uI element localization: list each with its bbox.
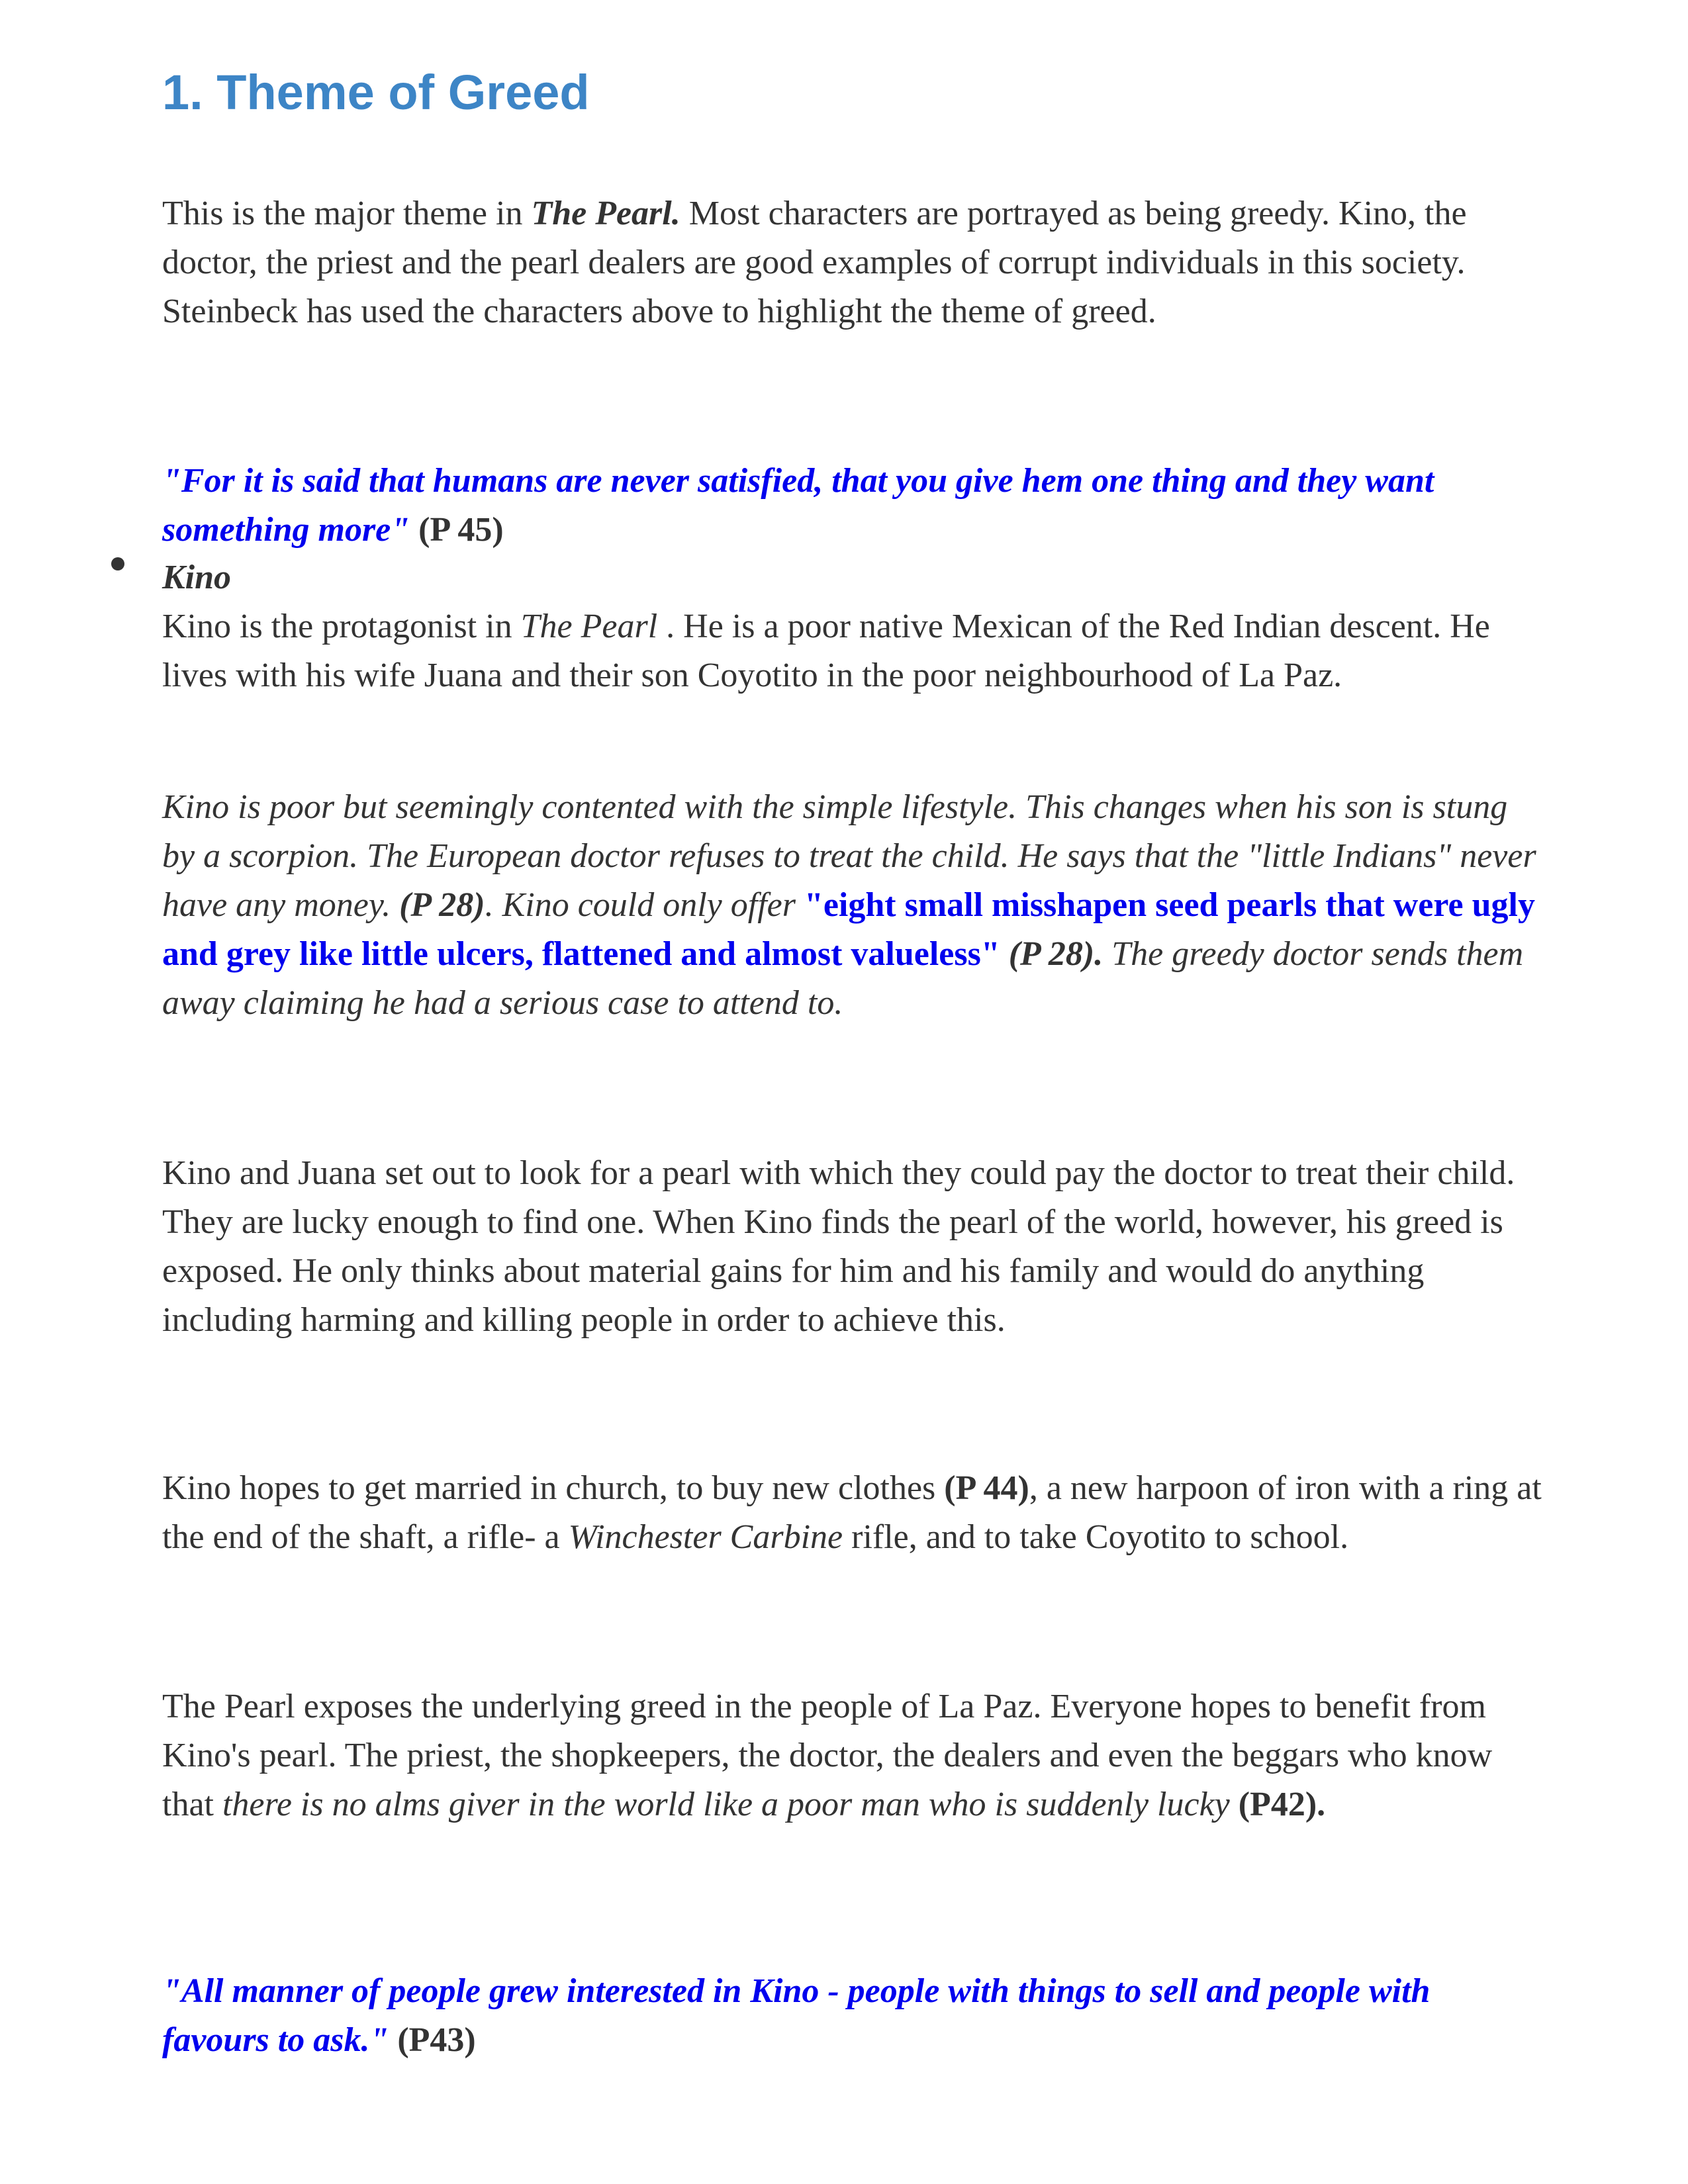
- quote-text: "All manner of people grew interested in Kino - people with things to sell and people with favours to ask.": [162, 1972, 1430, 2059]
- kino-text-1: Kino is the protagonist in: [162, 608, 521, 645]
- doctor-paragraph: [162, 783, 1546, 1028]
- quote-people-interested: [162, 1967, 1546, 2065]
- seed-pearls-quote: "eight small misshapen seed pearls that were ugly and grey like little ulcers, flattened and almost valueless": [162, 886, 1535, 973]
- doctor-text-2: . Kino could only offer: [485, 886, 804, 924]
- bullet-point: [111, 557, 124, 570]
- kino-text-2: . He is a poor native Mexican of the Red Indian descent. He lives with his wife Juana and their son Coyotito in the poor neighbourhood of La Paz.: [162, 608, 1490, 694]
- pearl-search-text: Kino and Juana set out to look for a pearl with which they could pay the doctor to treat their child. They are lucky enough to find one. When Kino finds the pearl of the world, however, his greed is exposed. He only thinks about material gains for him and his family and would do anything including harming and killing people in order to achieve this.: [162, 1154, 1515, 1339]
- page-reference-1: (P 28): [399, 886, 485, 924]
- page-reference: (P 44): [944, 1469, 1029, 1507]
- hopes-text-3: rifle, and to take Coyotito to school.: [843, 1518, 1349, 1556]
- quote-text: "For it is said that humans are never satisfied, that you give hem one thing and they want something more": [162, 462, 1434, 549]
- rifle-name: Winchester Carbine: [568, 1518, 843, 1556]
- quote-never-satisfied: [162, 457, 1546, 555]
- kino-section: [162, 553, 1546, 700]
- page-reference-2: (P 28).: [1000, 935, 1103, 973]
- la-paz-text: The Pearl exposes the underlying greed in the people of La Paz. Everyone hopes to benefit from Kino's pearl. The priest, the shopkeepers, the doctor, the dealers and even the beggars who know that: [162, 1688, 1493, 1823]
- kino-subheading: Kino: [162, 559, 232, 596]
- book-title-italic: The Pearl: [520, 608, 658, 645]
- page-reference: (P 45): [410, 511, 504, 549]
- doctor-text-3: The greedy doctor sends them away claiming he had a serious case to attend to.: [162, 935, 1524, 1022]
- section-heading: 1. Theme of Greed: [162, 65, 590, 120]
- hopes-text-1: Kino hopes to get married in church, to buy new clothes: [162, 1469, 945, 1507]
- intro-text-1: This is the major theme in: [162, 195, 532, 232]
- book-title: The Pearl.: [531, 195, 680, 232]
- pearl-search-paragraph: [162, 1149, 1546, 1345]
- page-reference: (P43): [389, 2021, 476, 2059]
- doctor-text-1: Kino is poor but seemingly contented with the simple lifestyle. This changes when his son is stung by a scorpion. The European doctor refuses to treat the child. He says that the "little Indians" never have any money.: [162, 788, 1536, 924]
- intro-text-2: Most characters are portrayed as being greedy. Kino, the doctor, the priest and the pearl dealers are good examples of corrupt individuals in this society. Steinbeck has used the characters above to highlight the theme of greed.: [162, 195, 1467, 330]
- alms-giver-quote: there is no alms giver in the world like a poor man who is suddenly lucky: [222, 1786, 1230, 1823]
- kino-hopes-paragraph: [162, 1464, 1546, 1562]
- intro-paragraph: [162, 189, 1546, 336]
- page-reference: (P42).: [1229, 1786, 1326, 1823]
- hopes-text-2: , a new harpoon of iron with a ring at the end of the shaft, a rifle- a: [162, 1469, 1542, 1556]
- la-paz-greed-paragraph: [162, 1682, 1546, 1829]
